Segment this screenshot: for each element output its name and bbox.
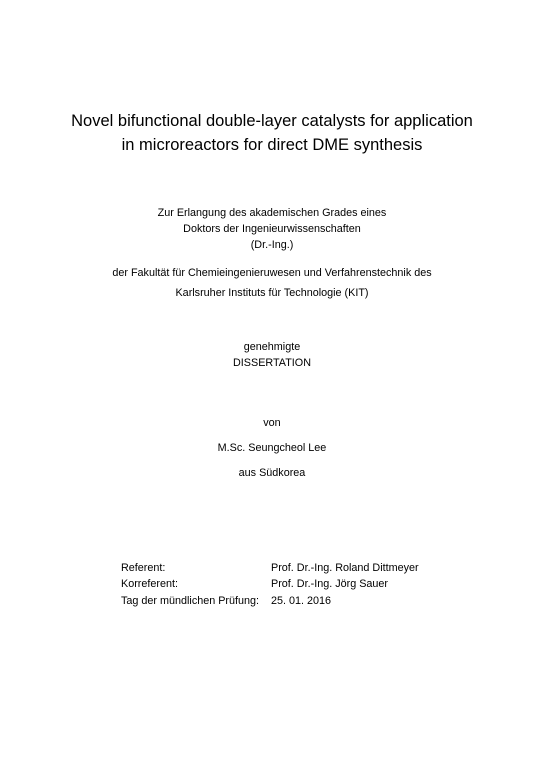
committee-label-referent: Referent: <box>121 562 166 574</box>
committee-label-korreferent: Korreferent: <box>121 578 179 590</box>
committee-value-referent: Prof. Dr.-Ing. Roland Dittmeyer <box>271 562 419 574</box>
author-von: von <box>263 417 281 429</box>
faculty-line-1: der Fakultät für Chemieingenieruwesen und Verfahrenstechnik des <box>112 267 432 279</box>
degree-line-1: Zur Erlangung des akademischen Grades eines <box>157 207 387 219</box>
degree-line-3: (Dr.-Ing.) <box>250 239 294 251</box>
approval-line-2: DISSERTATION <box>233 357 311 369</box>
faculty-line-2: Karlsruher Instituts für Technologie (KIT) <box>175 287 369 299</box>
thesis-title-line-1: Novel bifunctional double-layer catalysts for application <box>71 112 473 130</box>
committee-label-exam-date: Tag der mündlichen Prüfung: <box>121 595 260 607</box>
degree-line-2: Doktors der Ingenieurwissenschaften <box>183 223 361 235</box>
committee-value-korreferent: Prof. Dr.-Ing. Jörg Sauer <box>271 578 389 590</box>
thesis-title-line-2: in microreactors for direct DME synthesis <box>121 136 423 154</box>
approval-line-1: genehmigte <box>243 341 301 353</box>
committee-value-exam-date: 25. 01. 2016 <box>271 595 332 607</box>
author-name: M.Sc. Seungcheol Lee <box>217 442 327 454</box>
author-origin: aus Südkorea <box>238 467 306 479</box>
